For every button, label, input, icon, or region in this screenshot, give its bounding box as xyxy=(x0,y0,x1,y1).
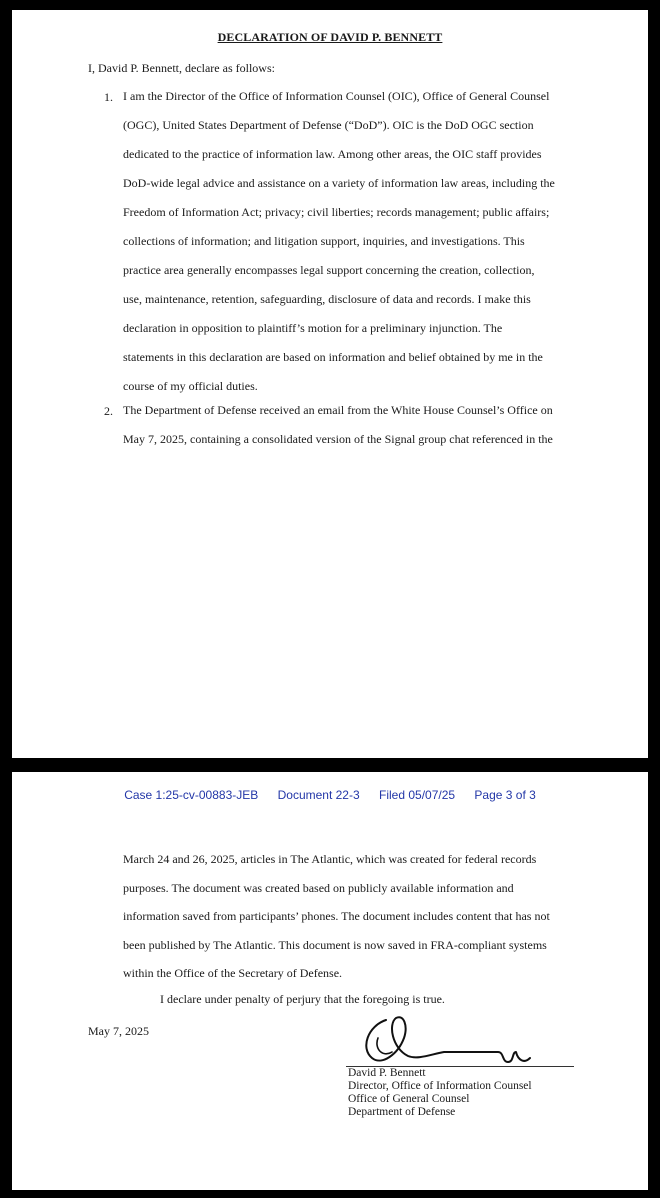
signer-department: Department of Defense xyxy=(348,1106,456,1118)
document-number: Document 22-3 xyxy=(277,788,360,802)
signer-name: David P. Bennett xyxy=(348,1067,426,1079)
paragraph-line: information saved from participants’ phones. The document includes content that has not xyxy=(123,909,550,923)
paragraph-line: practice area generally encompasses legal support concerning the creation, collection, xyxy=(123,263,535,277)
paragraph-line: been published by The Atlantic. This document is now saved in FRA-compliant systems xyxy=(123,937,547,952)
intro-line: I, David P. Bennett, declare as follows: xyxy=(88,61,275,75)
signer-office: Office of General Counsel xyxy=(348,1093,470,1105)
paragraph-line: course of my official duties. xyxy=(123,379,258,393)
paragraph-line: use, maintenance, retention, safeguarding, disclosure of data and records. I make this xyxy=(123,292,531,306)
document-page-2 xyxy=(12,772,648,1190)
paragraph-line: within the Office of the Secretary of Defense. xyxy=(123,966,343,980)
filed-date: Filed 05/07/25 xyxy=(379,788,456,802)
paragraph-line: purposes. The document was created based on publicly available information and xyxy=(123,880,514,895)
paragraph-line: Freedom of Information Act; privacy; civil liberties; records management; public affairs; xyxy=(123,205,550,219)
paragraph-line: I am the Director of the Office of Information Counsel (OIC), Office of General Counsel xyxy=(123,89,550,103)
page-number: Page 3 of 3 xyxy=(474,788,536,802)
paragraph-line: May 7, 2025, containing a consolidated version of the Signal group chat referenced in the xyxy=(123,432,553,446)
signature-block xyxy=(348,1067,532,1119)
paragraph-line: March 24 and 26, 2025, articles in The Atlantic, which was created for federal records xyxy=(123,852,537,866)
case-number: Case 1:25-cv-00883-JEB xyxy=(124,788,259,802)
document-title: DECLARATION OF DAVID P. BENNETT xyxy=(217,30,443,44)
paragraph-number: 2. xyxy=(104,404,113,418)
paragraph-number: 1. xyxy=(104,90,113,104)
paragraph-line: dedicated to the practice of information law. Among other areas, the OIC staff provides xyxy=(123,147,542,161)
court-filing-header xyxy=(12,788,648,802)
paragraph-line: declaration in opposition to plaintiff’s motion for a preliminary injunction. The xyxy=(123,321,503,335)
signing-date: May 7, 2025 xyxy=(88,1024,149,1038)
document-page-1 xyxy=(12,10,648,758)
signer-title: Director, Office of Information Counsel xyxy=(348,1080,532,1092)
paragraph-line: (OGC), United States Department of Defense (“DoD”). OIC is the DoD OGC section xyxy=(123,118,534,132)
handwritten-signature xyxy=(348,1008,568,1068)
paragraph-line: DoD-wide legal advice and assistance on a variety of information law areas, including the xyxy=(123,176,555,190)
paragraph-line: The Department of Defense received an email from the White House Counsel’s Office on xyxy=(123,403,553,417)
paragraph-line: statements in this declaration are based on information and belief obtained by me in the xyxy=(123,350,543,364)
perjury-declaration: I declare under penalty of perjury that the foregoing is true. xyxy=(160,992,445,1006)
paragraph-line: collections of information; and litigation support, inquiries, and investigations. This xyxy=(123,234,525,248)
paragraph-2-continuation xyxy=(123,853,550,996)
